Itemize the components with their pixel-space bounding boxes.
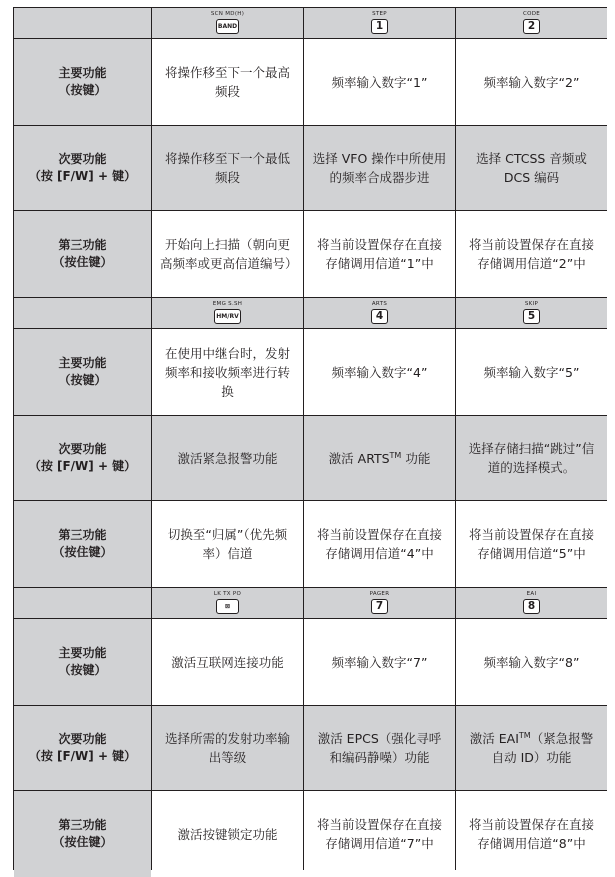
header-corner xyxy=(14,8,151,38)
header-corner xyxy=(14,588,151,618)
key-header-1 xyxy=(304,8,455,38)
key-header-2 xyxy=(456,8,607,38)
function-text-suffix: （紧急报警自动 ID）功能 xyxy=(491,731,594,765)
function-cell: 频率输入数字“5” xyxy=(456,329,607,415)
function-cell: 频率输入数字“7” xyxy=(304,619,455,705)
row-label-secondary xyxy=(14,126,151,210)
key-header-8 xyxy=(456,588,607,618)
function-cell: 激活 EPCS（强化寻呼和编码静噪）功能 xyxy=(304,706,455,790)
function-text: 激活 ARTS xyxy=(328,450,390,466)
key-5-icon: 5 xyxy=(523,309,540,324)
key-8-icon: 8 xyxy=(523,599,540,614)
row-label-title: 主要功能 xyxy=(58,66,107,80)
function-cell: 开始向上扫描（朝向更高频率或更高信道编号） xyxy=(152,211,303,297)
function-cell: 将操作移至下一个最低频段 xyxy=(152,126,303,210)
trademark-sup: TM xyxy=(518,730,531,740)
function-cell xyxy=(304,416,455,500)
function-text: 激活 EAI xyxy=(469,731,519,746)
row-label-hint: （按 [F/W] + 键） xyxy=(28,459,137,473)
function-cell: 选择 CTCSS 音频或 DCS 编码 xyxy=(456,126,607,210)
row-label-tertiary xyxy=(14,501,151,587)
row-label-hint: （按键） xyxy=(58,663,107,677)
key-header-hmrv xyxy=(152,298,303,328)
row-label-hint: （按住键） xyxy=(52,255,113,269)
function-cell: 频率输入数字“1” xyxy=(304,39,455,125)
row-label-tertiary xyxy=(14,211,151,297)
key-header-5 xyxy=(456,298,607,328)
key-1-icon: 1 xyxy=(371,19,388,34)
function-cell: 频率输入数字“8” xyxy=(456,619,607,705)
row-label-title: 次要功能 xyxy=(58,732,107,746)
key-header-4 xyxy=(304,298,455,328)
function-cell: 切换至“归属”（优先频率）信道 xyxy=(152,501,303,587)
function-cell: 将当前设置保存在直接存储调用信道“5”中 xyxy=(456,501,607,587)
function-cell: 将操作移至下一个最高频段 xyxy=(152,39,303,125)
function-cell: 频率输入数字“2” xyxy=(456,39,607,125)
row-label-hint: （按住键） xyxy=(52,835,113,849)
function-cell xyxy=(456,706,607,790)
key-alt-label: EAI xyxy=(526,590,537,597)
key-alt-label: CODE xyxy=(522,10,541,17)
key-alt-label: STEP xyxy=(372,10,387,17)
trademark-sup: TM xyxy=(389,450,402,460)
key-alt-label: EMG S.SH xyxy=(212,300,243,307)
row-label-title: 次要功能 xyxy=(58,442,107,456)
key-7-icon: 7 xyxy=(371,599,388,614)
row-label-title: 主要功能 xyxy=(58,646,107,660)
row-label-secondary xyxy=(14,706,151,790)
row-label-title: 第三功能 xyxy=(58,818,107,832)
function-cell: 在使用中继台时，发射频率和接收频率进行转换 xyxy=(152,329,303,415)
key-alt-label: LK TX PO xyxy=(213,590,242,597)
function-cell: 将当前设置保存在直接存储调用信道“1”中 xyxy=(304,211,455,297)
hm-rv-key-icon: HM/RV xyxy=(214,309,240,324)
key-2-icon: 2 xyxy=(523,19,540,34)
function-cell: 激活按键锁定功能 xyxy=(152,791,303,877)
function-cell: 将当前设置保存在直接存储调用信道“8”中 xyxy=(456,791,607,877)
key-alt-label: SKIP xyxy=(524,300,539,307)
function-cell: 频率输入数字“4” xyxy=(304,329,455,415)
row-label-hint: （按 [F/W] + 键） xyxy=(28,169,137,183)
function-cell: 将当前设置保存在直接存储调用信道“7”中 xyxy=(304,791,455,877)
function-cell: 将当前设置保存在直接存储调用信道“2”中 xyxy=(456,211,607,297)
row-label-primary xyxy=(14,619,151,705)
key-alt-label: ARTS xyxy=(371,300,388,307)
row-label-primary xyxy=(14,329,151,415)
function-cell: 选择存储扫描“跳过”信道的选择模式。 xyxy=(456,416,607,500)
key-header-7 xyxy=(304,588,455,618)
key-alt-label: SCN MD(H) xyxy=(210,10,245,17)
row-label-title: 次要功能 xyxy=(58,152,107,166)
function-cell: 将当前设置保存在直接存储调用信道“4”中 xyxy=(304,501,455,587)
row-label-hint: （按键） xyxy=(58,83,107,97)
key-alt-label: PAGER xyxy=(369,590,390,597)
internet-key-icon: ⊠ xyxy=(216,599,239,614)
function-cell: 激活互联网连接功能 xyxy=(152,619,303,705)
row-label-tertiary xyxy=(14,791,151,877)
row-label-secondary xyxy=(14,416,151,500)
key-header-band xyxy=(152,8,303,38)
row-label-hint: （按 [F/W] + 键） xyxy=(28,749,137,763)
key-header-internet xyxy=(152,588,303,618)
row-label-title: 第三功能 xyxy=(58,238,107,252)
function-cell: 选择所需的发射功率输出等级 xyxy=(152,706,303,790)
key-4-icon: 4 xyxy=(371,309,388,324)
function-cell: 激活紧急报警功能 xyxy=(152,416,303,500)
header-corner xyxy=(14,298,151,328)
row-label-title: 第三功能 xyxy=(58,528,107,542)
function-cell: 选择 VFO 操作中所使用的频率合成器步进 xyxy=(304,126,455,210)
key-function-table xyxy=(13,7,607,870)
row-label-title: 主要功能 xyxy=(58,356,107,370)
band-key-icon: BAND xyxy=(216,19,239,34)
function-text-suffix: 功能 xyxy=(401,450,431,466)
row-label-hint: （按键） xyxy=(58,373,107,387)
row-label-hint: （按住键） xyxy=(52,545,113,559)
row-label-primary xyxy=(14,39,151,125)
